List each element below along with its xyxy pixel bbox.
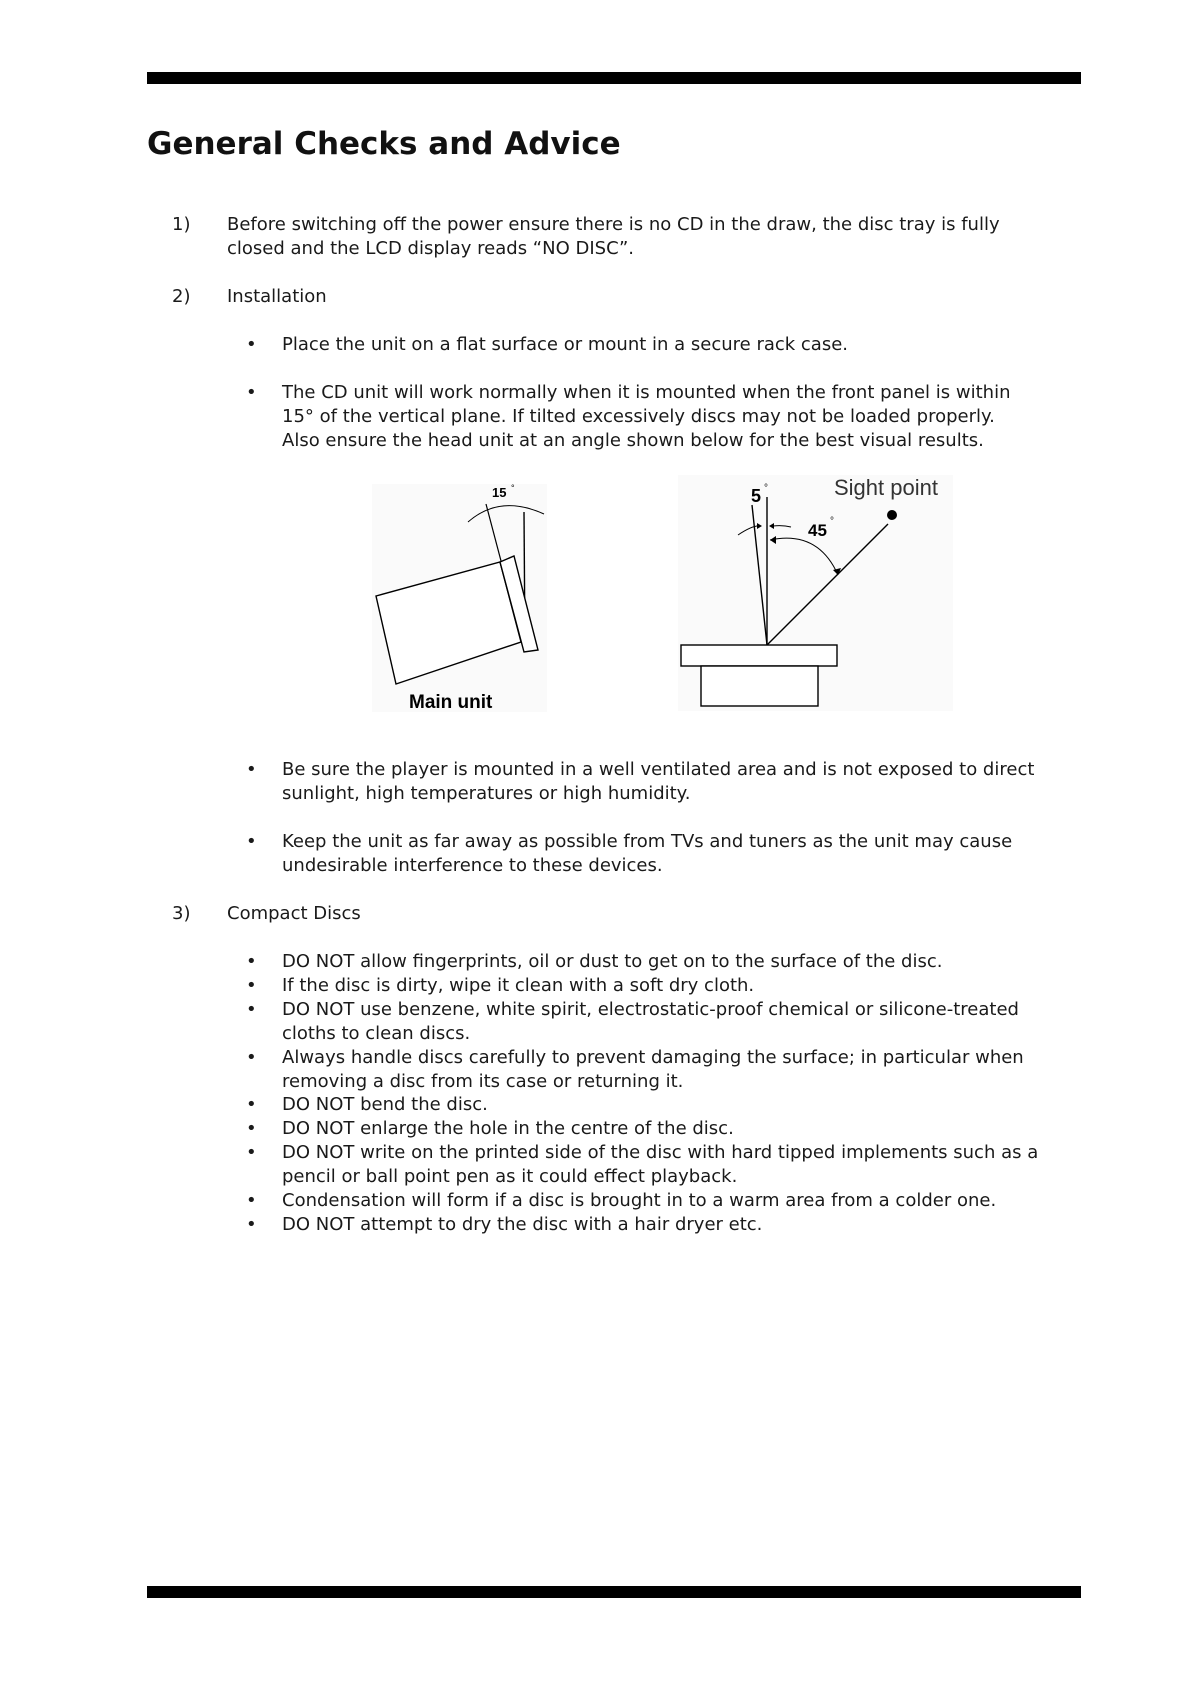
item-2-heading: Installation (227, 286, 327, 307)
sight-angle-diagram (678, 475, 953, 711)
svg-text:°: ° (764, 483, 768, 494)
disc-bullet-1: DO NOT allow fingerprints, oil or dust to get on to the surface of the disc. (282, 951, 943, 972)
bullet-marker: • (246, 382, 257, 403)
bullet-marker: • (246, 1214, 257, 1235)
disc-bullet-3-line-2: cloths to clean discs. (282, 1023, 471, 1044)
bullet-marker: • (246, 1118, 257, 1139)
item-number-1: 1) (172, 214, 191, 235)
install-bullet-1: Place the unit on a flat surface or mount in a secure rack case. (282, 334, 849, 355)
bullet-marker: • (246, 999, 257, 1020)
svg-text:°: ° (511, 484, 515, 493)
bullet-marker: • (246, 1047, 257, 1068)
install-bullet-2-line-2: 15° of the vertical plane. If tilted excessively discs may not be loaded properly. (282, 406, 995, 427)
disc-bullet-9: DO NOT attempt to dry the disc with a hair dryer etc. (282, 1214, 763, 1235)
bullet-marker: • (246, 1094, 257, 1115)
disc-bullet-7-line-1: DO NOT write on the printed side of the disc with hard tipped implements such as a (282, 1142, 1039, 1163)
bullet-marker: • (246, 1190, 257, 1211)
bullet-marker: • (246, 975, 257, 996)
install-bullet-3-line-2: sunlight, high temperatures or high humidity. (282, 783, 691, 804)
disc-bullet-7-line-2: pencil or ball point pen as it could effect playback. (282, 1166, 738, 1187)
item-1-line-2: closed and the LCD display reads “NO DISC”. (227, 238, 635, 259)
disc-bullet-6: DO NOT enlarge the hole in the centre of the disc. (282, 1118, 734, 1139)
disc-bullet-3-line-1: DO NOT use benzene, white spirit, electrostatic-proof chemical or silicone-treated (282, 999, 1019, 1020)
bullet-marker: • (246, 1142, 257, 1163)
page-title: General Checks and Advice (147, 126, 621, 162)
tilt-diagram (372, 484, 547, 712)
disc-bullet-4-line-1: Always handle discs carefully to prevent damaging the surface; in particular when (282, 1047, 1024, 1068)
install-bullet-3-line-1: Be sure the player is mounted in a well ventilated area and is not exposed to direct (282, 759, 1035, 780)
bullet-marker: • (246, 951, 257, 972)
sight-point-label: Sight point (834, 475, 938, 500)
item-number-3: 3) (172, 903, 191, 924)
bullet-marker: • (246, 759, 257, 780)
install-bullet-4-line-2: undesirable interference to these devices. (282, 855, 663, 876)
angle-label-5: 5 (751, 486, 762, 506)
bottom-rule (147, 1586, 1081, 1598)
angle-label-45: 45 (808, 521, 827, 540)
bullet-marker: • (246, 831, 257, 852)
svg-text:°: ° (830, 516, 834, 527)
top-rule (147, 72, 1081, 84)
item-number-2: 2) (172, 286, 191, 307)
item-3-heading: Compact Discs (227, 903, 361, 924)
stand-base (701, 666, 818, 706)
disc-bullet-2: If the disc is dirty, wipe it clean with a soft dry cloth. (282, 975, 755, 996)
install-bullet-2-line-1: The CD unit will work normally when it is mounted when the front panel is within (282, 382, 1011, 403)
angle-label-15: 15 (492, 485, 507, 500)
install-bullet-2-line-3: Also ensure the head unit at an angle shown below for the best visual results. (282, 430, 984, 451)
disc-bullet-8: Condensation will form if a disc is brought in to a warm area from a colder one. (282, 1190, 997, 1211)
disc-bullet-5: DO NOT bend the disc. (282, 1094, 488, 1115)
main-unit-caption: Main unit (409, 692, 493, 712)
item-1-line-1: Before switching off the power ensure there is no CD in the draw, the disc tray is fully (227, 214, 1000, 235)
bullet-marker: • (246, 334, 257, 355)
disc-bullet-4-line-2: removing a disc from its case or returning it. (282, 1071, 684, 1092)
sight-point-dot (887, 510, 897, 520)
stand-top (681, 645, 837, 666)
install-bullet-4-line-1: Keep the unit as far away as possible from TVs and tuners as the unit may cause (282, 831, 1013, 852)
